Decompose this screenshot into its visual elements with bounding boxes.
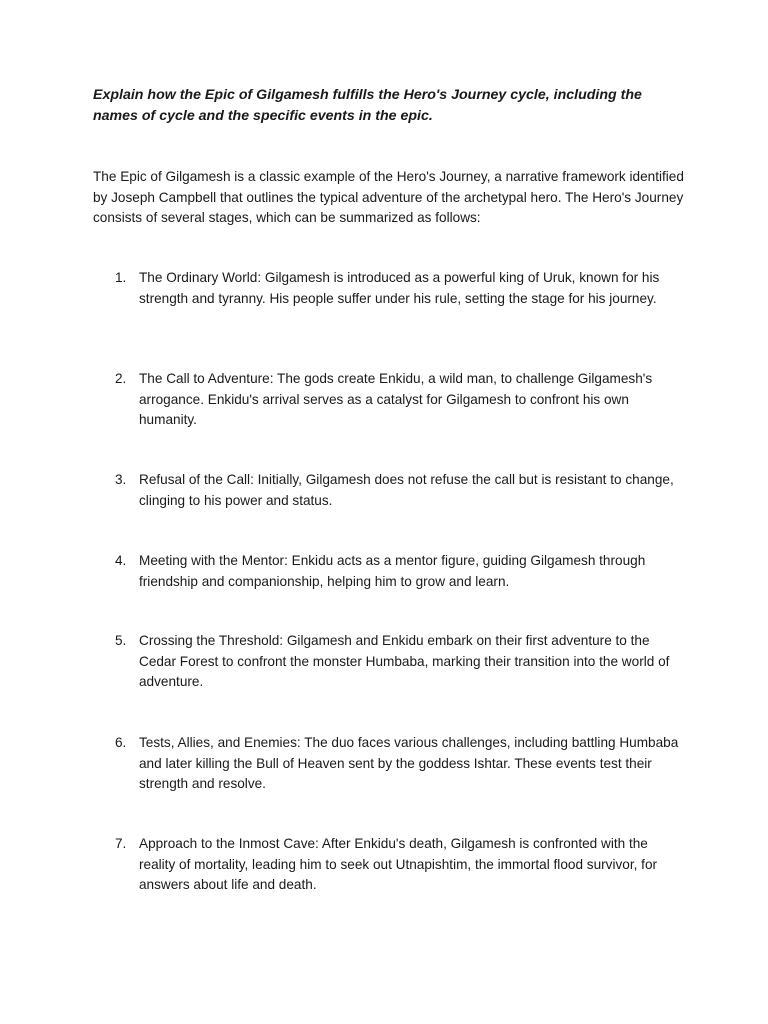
list-item — [93, 470, 685, 511]
intro-paragraph: The Epic of Gilgamesh is a classic example of the Hero's Journey, a narrative framework identified by Joseph Campbell that outlines the typical adventure of the archetypal hero. The Hero's Journey consists of several stages, which can be summarized as follows: — [93, 169, 684, 225]
list-item-text: The Call to Adventure: The gods create Enkidu, a wild man, to challenge Gilgamesh's arrogance. Enkidu's arrival serves as a catalyst for Gilgamesh to confront his own humanity. — [139, 371, 653, 427]
list-item — [93, 551, 685, 592]
list-item — [93, 369, 685, 431]
list-item — [93, 268, 685, 309]
list-item-text: Refusal of the Call: Initially, Gilgamesh does not refuse the call but is resistant to change, clinging to his power and status. — [139, 472, 674, 508]
list-item-text: The Ordinary World: Gilgamesh is introduced as a powerful king of Uruk, known for his strength and tyranny. His people suffer under his rule, setting the stage for his journey. — [139, 270, 660, 306]
list-item-number: 3. — [115, 472, 127, 487]
list-item-number: 1. — [115, 270, 127, 285]
essay-question: Explain how the Epic of Gilgamesh fulfills the Hero's Journey cycle, including the names of cycle and the specific events in the epic. — [93, 87, 642, 124]
list-item-number: 6. — [115, 735, 127, 750]
list-item-number: 4. — [115, 553, 127, 568]
list-item-number: 5. — [115, 633, 127, 648]
list-item-text: Approach to the Inmost Cave: After Enkidu's death, Gilgamesh is confronted with the reality of mortality, leading him to seek out Utnapishtim, the immortal flood survivor, for answers about life and death. — [139, 836, 658, 892]
list-item — [93, 834, 685, 896]
list-item-text: Meeting with the Mentor: Enkidu acts as a mentor figure, guiding Gilgamesh through friendship and companionship, helping him to grow and learn. — [139, 553, 646, 589]
list-item-number: 7. — [115, 836, 127, 851]
list-item-text: Tests, Allies, and Enemies: The duo faces various challenges, including battling Humbaba and later killing the Bull of Heaven sent by the goddess Ishtar. These events test their strength and resolve. — [139, 735, 679, 791]
list-item — [93, 733, 685, 795]
list-item-number: 2. — [115, 371, 127, 386]
list-item — [93, 631, 685, 693]
list-item-text: Crossing the Threshold: Gilgamesh and Enkidu embark on their first adventure to the Cedar Forest to confront the monster Humbaba, marking their transition into the world of adventure. — [139, 633, 670, 689]
